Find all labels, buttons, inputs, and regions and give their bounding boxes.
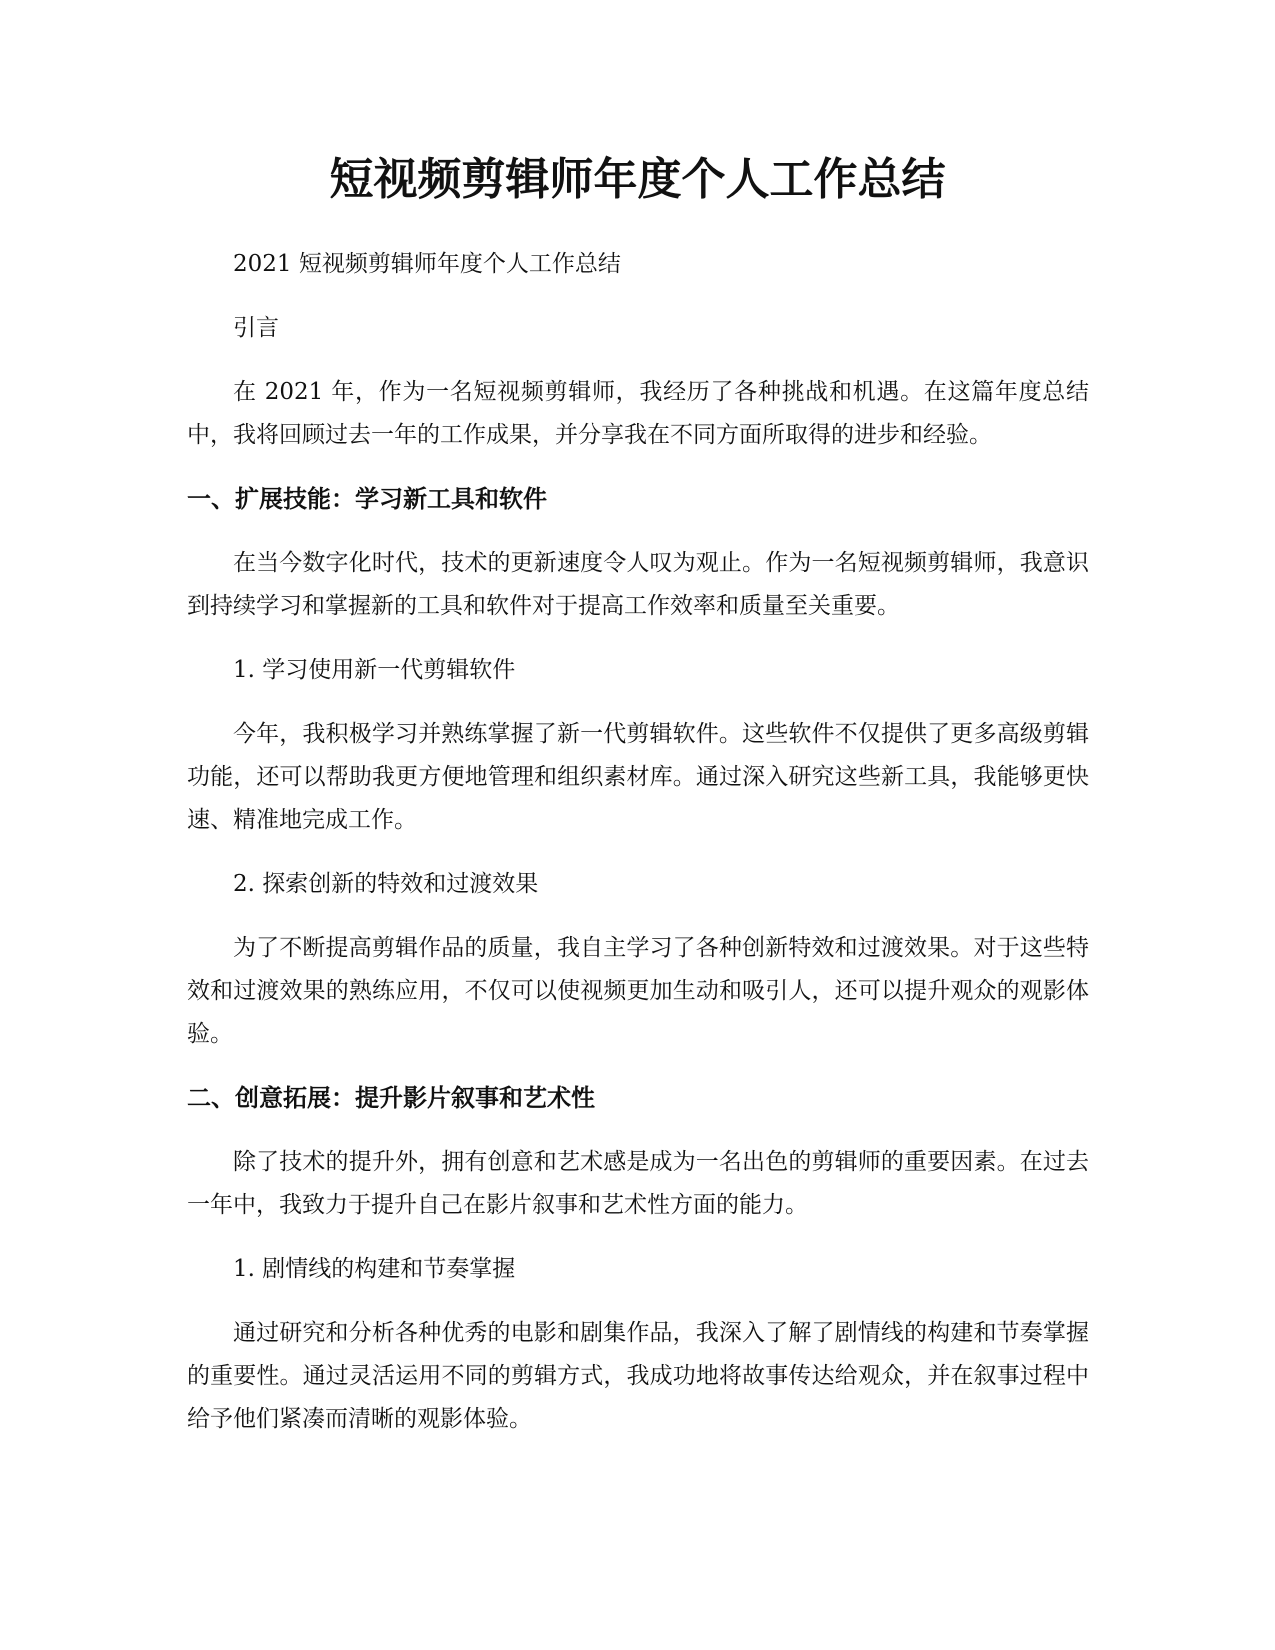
intro-paragraph: 在 2021 年，作为一名短视频剪辑师，我经历了各种挑战和机遇。在这篇年度总结中，我将回顾过去一年的工作成果，并分享我在不同方面所取得的进步和经验。	[187, 379, 1089, 448]
subsection-2-1-paragraph: 通过研究和分析各种优秀的电影和剧集作品，我深入了解了剧情线的构建和节奏掌握的重要性。通过灵活运用不同的剪辑方式，我成功地将故事传达给观众，并在叙事过程中给予他们紧凑而清晰的观影体验。	[187, 1320, 1089, 1432]
subtitle-line: 2021 短视频剪辑师年度个人工作总结	[233, 251, 621, 277]
section-heading-1: 一、扩展技能：学习新工具和软件	[187, 485, 547, 513]
subsection-1-1-paragraph: 今年，我积极学习并熟练掌握了新一代剪辑软件。这些软件不仅提供了更多高级剪辑功能，还可以帮助我更方便地管理和组织素材库。通过深入研究这些新工具，我能够更快速、精准地完成工作。	[187, 721, 1089, 833]
subsection-1-1-title: 1. 学习使用新一代剪辑软件	[233, 657, 516, 683]
section-heading-2: 二、创意拓展：提升影片叙事和艺术性	[187, 1084, 595, 1112]
subsection-2-1-title: 1. 剧情线的构建和节奏掌握	[233, 1256, 516, 1282]
section-1-paragraph: 在当今数字化时代，技术的更新速度令人叹为观止。作为一名短视频剪辑师，我意识到持续学习和掌握新的工具和软件对于提高工作效率和质量至关重要。	[187, 550, 1089, 619]
subsection-1-2-title: 2. 探索创新的特效和过渡效果	[233, 871, 539, 897]
document-body	[187, 243, 1089, 1462]
document-title: 短视频剪辑师年度个人工作总结	[329, 154, 946, 205]
section-2-paragraph: 除了技术的提升外，拥有创意和艺术感是成为一名出色的剪辑师的重要因素。在过去一年中，我致力于提升自己在影片叙事和艺术性方面的能力。	[187, 1149, 1089, 1218]
intro-label: 引言	[233, 315, 279, 341]
subsection-1-2-paragraph: 为了不断提高剪辑作品的质量，我自主学习了各种创新特效和过渡效果。对于这些特效和过渡效果的熟练应用，不仅可以使视频更加生动和吸引人，还可以提升观众的观影体验。	[187, 935, 1089, 1047]
